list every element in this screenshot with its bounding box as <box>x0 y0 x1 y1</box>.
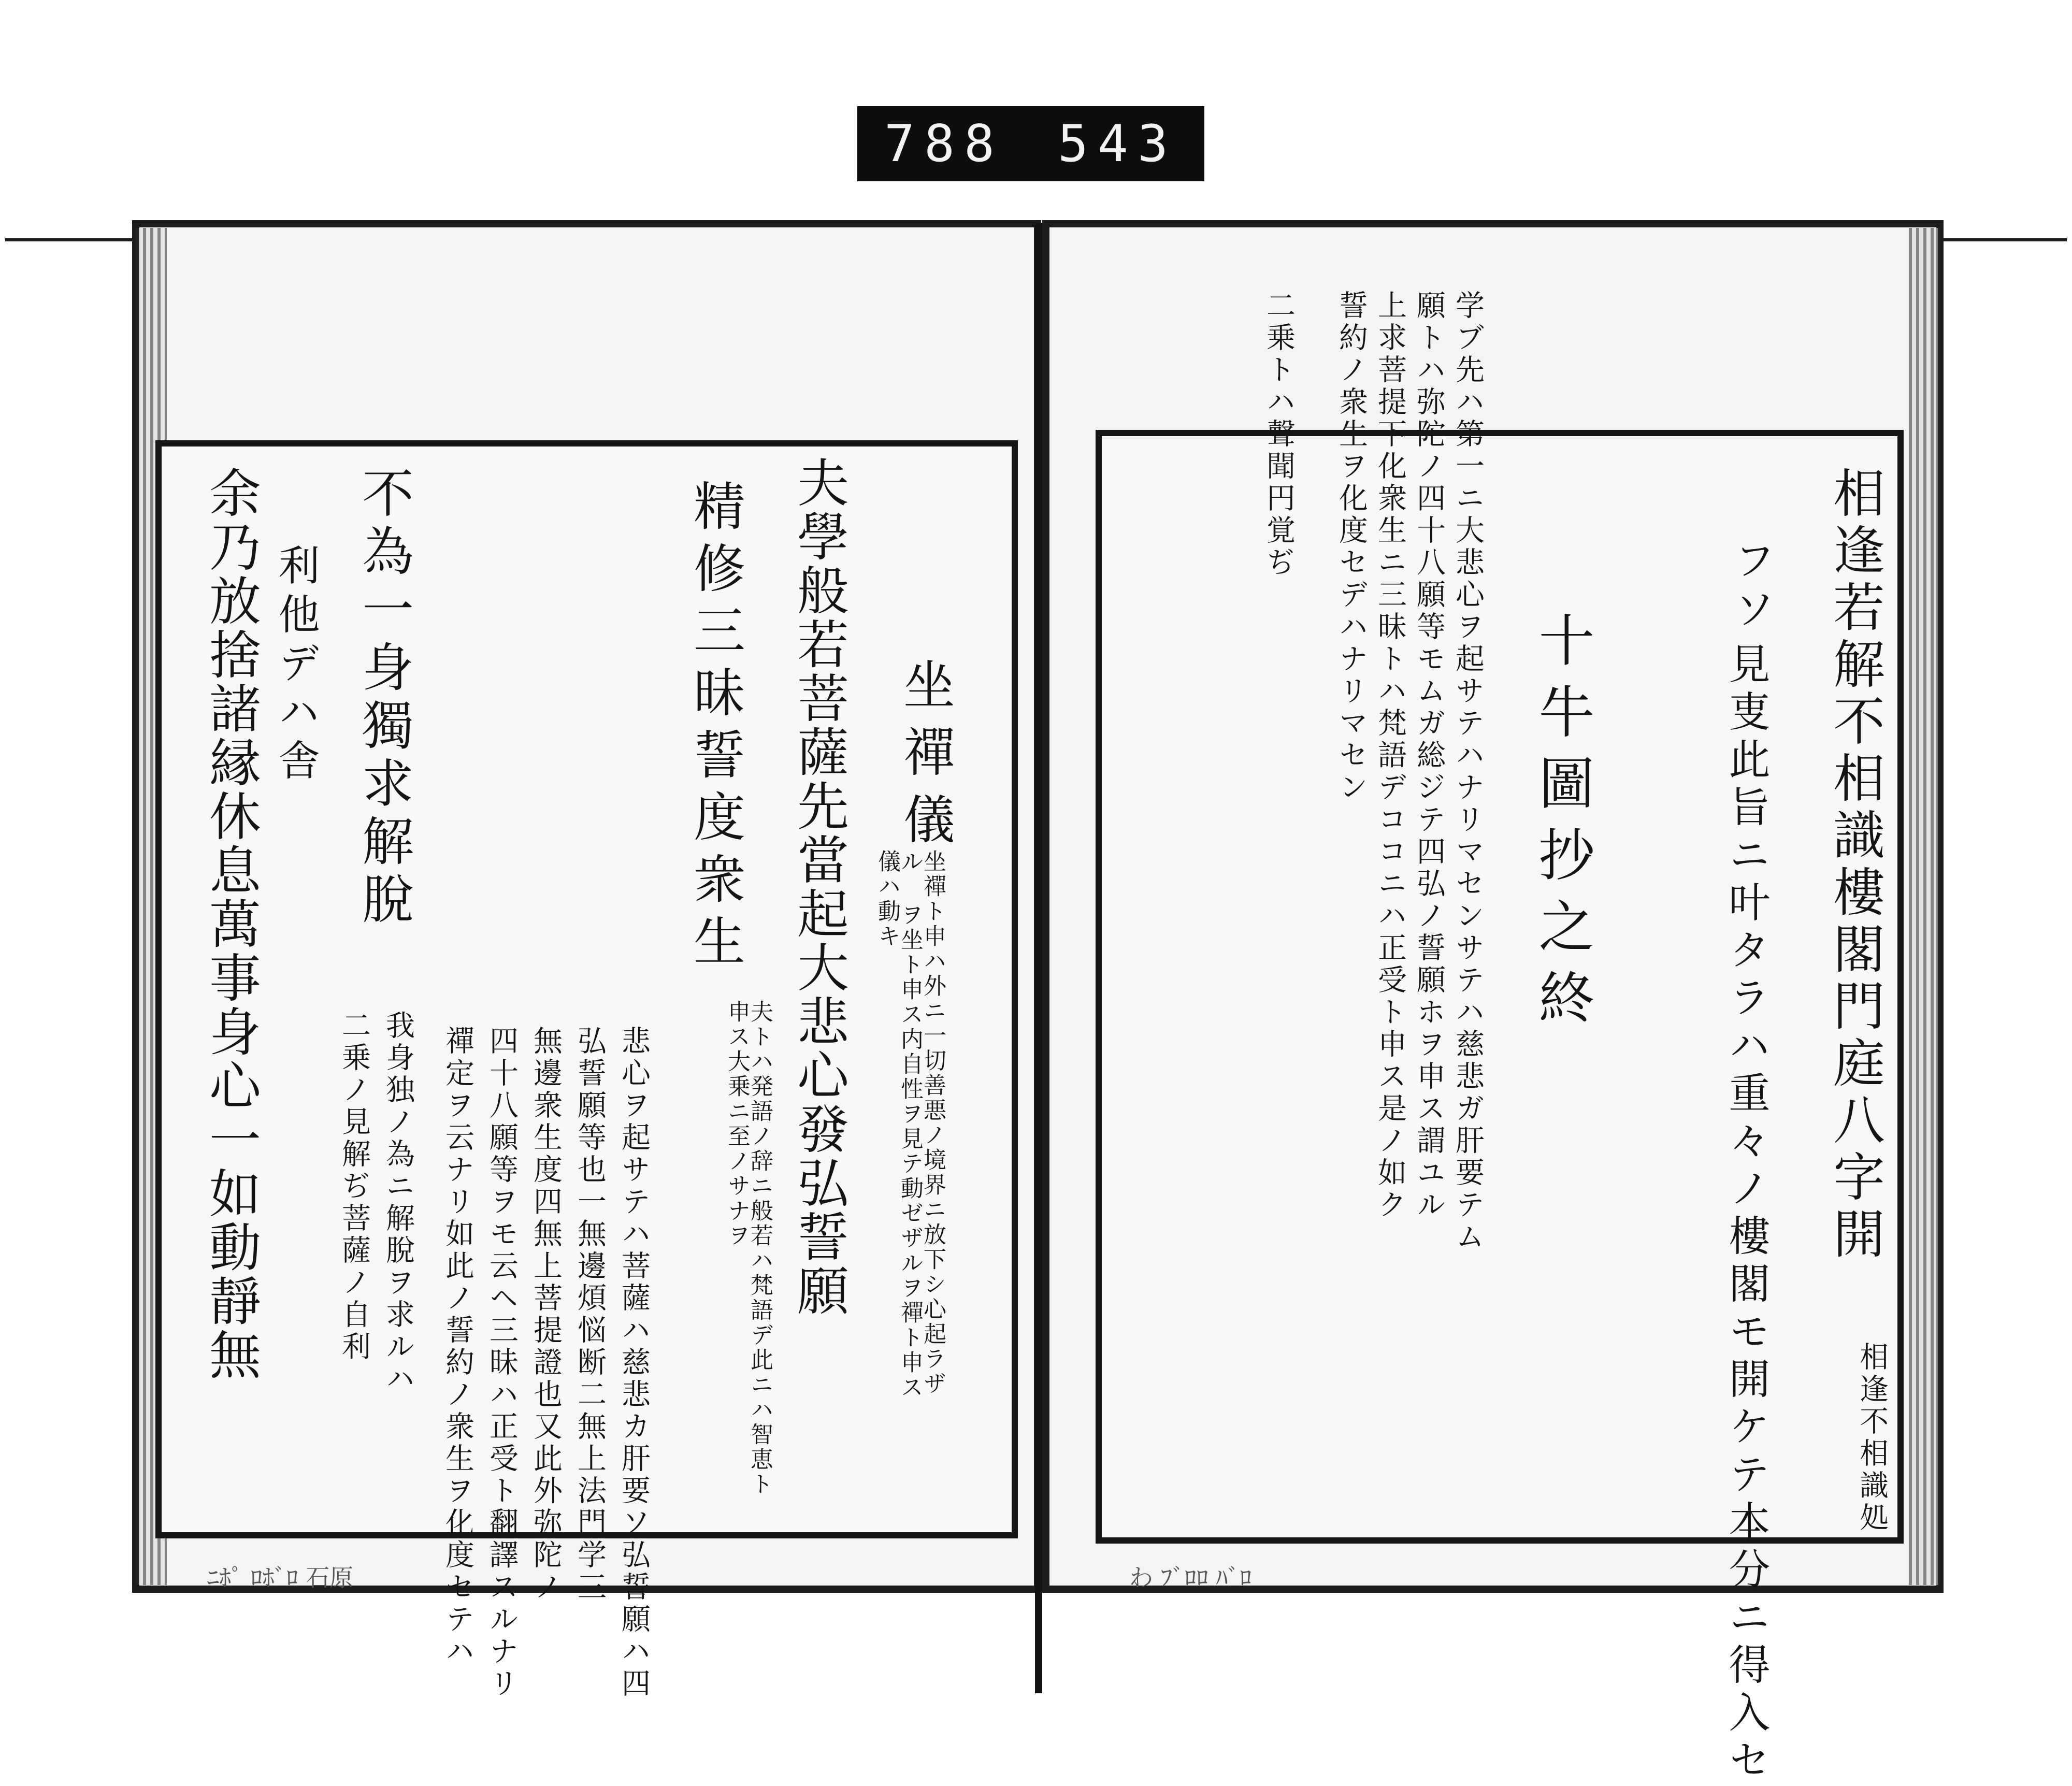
counter-right-number: 543 <box>1057 114 1177 174</box>
left-main-text-2: 精修三昧誓度衆生 <box>685 479 745 976</box>
right-verse-line-2: 願トハ弥陀ノ四十八願等モムガ総ジテ四弘ノ誓願ホヲ申ス謂ユル <box>1412 290 1446 1221</box>
right-verse-line-3: 上求菩提下化衆生ニ三昧トハ梵語デココニハ正受ト申ス是ノ如ク <box>1373 290 1407 1221</box>
archive-counter-label <box>857 106 1204 181</box>
left-commentary-2-line-2: 二乗ノ見解ぢ菩薩ノ自利 <box>337 1010 371 1363</box>
left-main-text-1-gloss: 夫トハ発語ノ辞ニ般若ハ梵語デ此ニハ智恵ト申ス大乗ニ至ノサナヲ <box>724 1000 773 1497</box>
left-main-text-4: 余乃放捨諸縁休息萬事身心一如動靜無 <box>200 466 261 1382</box>
right-page-edge <box>1909 228 1940 1585</box>
left-commentary-line-2: 弘誓願等也一無邊煩悩断二無上法門学三 <box>573 1026 607 1604</box>
end-title: 十牛圖抄之終 <box>1529 611 1594 1040</box>
left-commentary-line-3: 無邊衆生度四無上菩提證也又此外弥陀ノ <box>529 1026 563 1604</box>
right-heading-note: 相逢不相識処 <box>1855 1342 1889 1534</box>
right-commentary-1: 見叓此旨ニ叶タラハ重々ノ樓閣モ開ケテ本分ニ得入セ <box>1722 642 1770 1786</box>
left-main-text-1: 夫學般若菩薩先當起大悲心發弘誓願 <box>788 456 849 1318</box>
left-title-gloss: 坐禪ト申ハ外ニ一切善悪ノ境界ニ放下シ心起ラザル ヲ坐ト申ス内自性ヲ見テ動ゼザルヲ禪ト申ス 儀ハ動キ <box>874 849 946 1400</box>
left-commentary-line-4: 四十八願等ヲモ云ヘ三昧ハ正受ト翻譯スルナリ <box>485 1026 519 1700</box>
right-verse-line-5: 二乗トハ聲聞円覚ぢ <box>1262 290 1296 579</box>
left-title: 坐禪儀 <box>895 658 955 860</box>
right-heading-main: 相逢若解不相識樓閣門庭八字開 <box>1824 466 1885 1264</box>
book-gutter <box>1035 223 1042 1693</box>
left-commentary-2-line-1: 我身独ノ為ニ解脫ヲ求ルハ <box>381 1010 415 1395</box>
left-main-text-3: 不為一身獨求解脫 <box>353 466 414 930</box>
left-commentary-line-5: 禪定ヲ云ナリ如此ノ誓約ノ衆生ヲ化度セテハ <box>441 1026 474 1668</box>
counter-left-number: 788 <box>884 114 1004 174</box>
right-text-frame <box>1096 430 1904 1544</box>
right-verse-line-4: 誓約ノ衆生ヲ化度セデハナリマセン <box>1334 290 1368 804</box>
left-footer-mark: ﾆﾎﾟ ﾛﾎﾞﾛ 石原 <box>207 1564 354 1592</box>
right-heading-continuation: フソ <box>1727 539 1775 636</box>
left-commentary-line-1: 悲心ヲ起サテハ菩薩ハ慈悲カ肝要ソ弘誓願ハ四 <box>617 1026 651 1700</box>
right-verse-line-1: 学ブ先ハ第一ニ大悲心ヲ起サテハナリマセンサテハ慈悲ガ肝要テム <box>1451 290 1485 1254</box>
left-rita: 利他デハ舎 <box>271 544 320 787</box>
right-footer-mark: わ ﾌﾞﾛﾛ ﾊﾞﾛ <box>1129 1564 1252 1592</box>
